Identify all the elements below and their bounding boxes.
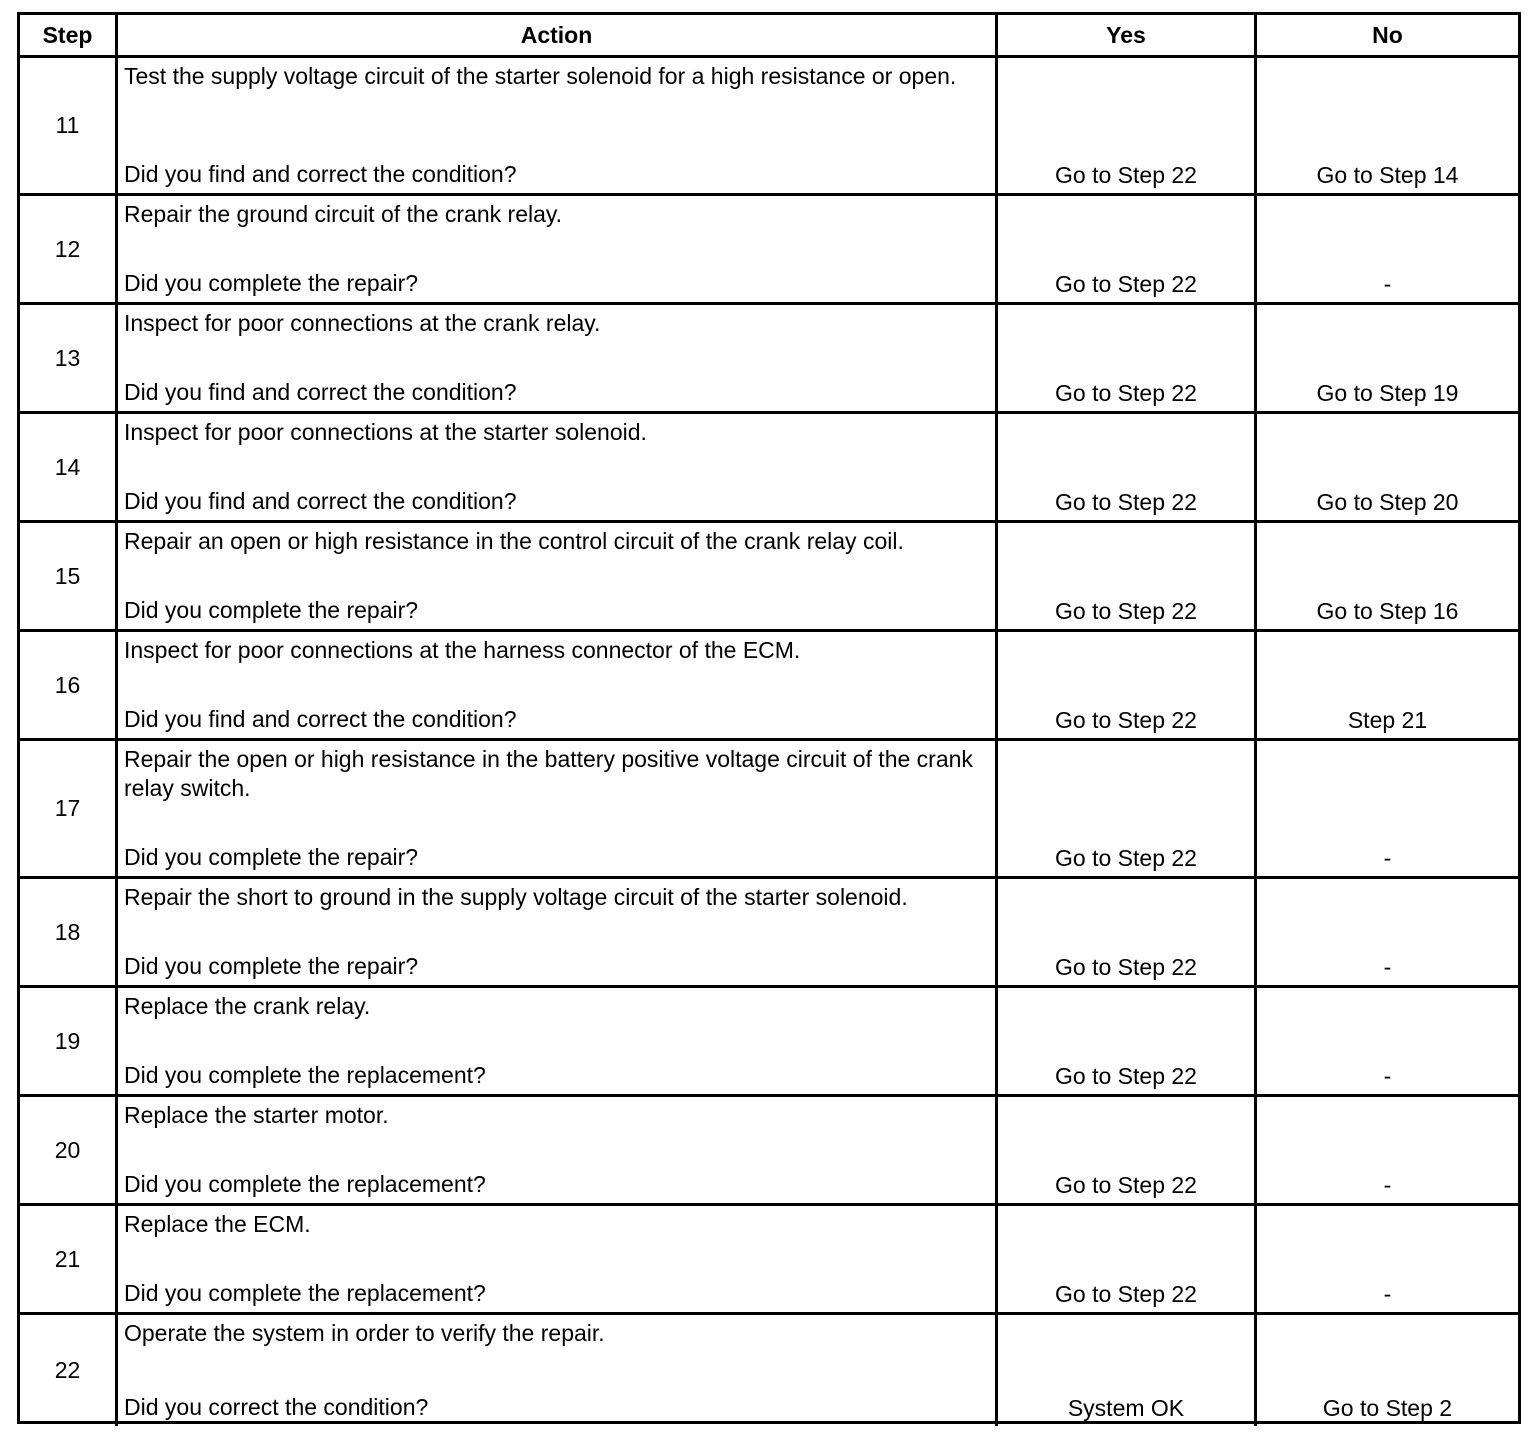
yes-result: Go to Step 22	[1055, 954, 1197, 980]
yes-cell	[998, 58, 1257, 193]
action-question: Did you complete the repair?	[124, 597, 419, 623]
yes-cell	[998, 632, 1257, 738]
no-result: -	[1383, 1281, 1392, 1307]
action-question: Did you complete the replacement?	[124, 1062, 486, 1088]
yes-result: System OK	[1067, 1395, 1185, 1421]
action-question: Did you complete the repair?	[124, 844, 419, 870]
action-text: Operate the system in order to verify the repair.	[124, 1320, 605, 1346]
diagnostic-table	[17, 12, 1521, 1424]
yes-cell	[998, 305, 1257, 411]
yes-result: Go to Step 22	[1055, 1172, 1197, 1198]
no-result: Go to Step 16	[1316, 598, 1459, 624]
no-cell	[1257, 523, 1518, 629]
no-result: -	[1383, 271, 1392, 297]
action-cell	[118, 196, 998, 302]
no-cell	[1257, 305, 1518, 411]
no-result: -	[1383, 954, 1392, 980]
no-cell	[1257, 1206, 1518, 1312]
action-text: Inspect for poor connections at the starter solenoid.	[124, 419, 647, 445]
yes-cell	[998, 523, 1257, 629]
yes-result: Go to Step 22	[1055, 1063, 1197, 1089]
step-number: 19	[20, 988, 118, 1094]
yes-cell	[998, 1097, 1257, 1203]
action-text: Replace the starter motor.	[124, 1102, 389, 1128]
action-cell	[118, 988, 998, 1094]
yes-cell	[998, 414, 1257, 520]
table-row	[20, 523, 1518, 632]
header-step: Step	[20, 15, 118, 55]
no-cell	[1257, 414, 1518, 520]
no-result: -	[1383, 845, 1392, 871]
table-row	[20, 414, 1518, 523]
action-text: Inspect for poor connections at the crank relay.	[124, 310, 601, 336]
action-question: Did you find and correct the condition?	[124, 161, 517, 187]
action-cell	[118, 1097, 998, 1203]
yes-result: Go to Step 22	[1055, 598, 1197, 624]
action-text: Test the supply voltage circuit of the starter solenoid for a high resistance or open.	[124, 63, 957, 89]
no-cell	[1257, 879, 1518, 985]
table-row	[20, 632, 1518, 741]
step-number: 14	[20, 414, 118, 520]
action-question: Did you find and correct the condition?	[124, 488, 517, 514]
no-cell	[1257, 58, 1518, 193]
step-number: 12	[20, 196, 118, 302]
no-result: -	[1383, 1172, 1392, 1198]
step-number: 15	[20, 523, 118, 629]
action-cell	[118, 632, 998, 738]
action-text: Inspect for poor connections at the harness connector of the ECM.	[124, 637, 801, 663]
action-cell	[118, 523, 998, 629]
yes-cell	[998, 879, 1257, 985]
step-number: 22	[20, 1315, 118, 1426]
table-row	[20, 1206, 1518, 1315]
action-text: Repair the short to ground in the supply voltage circuit of the starter solenoid.	[124, 884, 908, 910]
action-text: Replace the crank relay.	[124, 993, 371, 1019]
yes-cell	[998, 741, 1257, 876]
yes-result: Go to Step 22	[1055, 845, 1197, 871]
table-row	[20, 988, 1518, 1097]
yes-result: Go to Step 22	[1055, 271, 1197, 297]
no-cell	[1257, 1315, 1518, 1426]
no-cell	[1257, 988, 1518, 1094]
action-cell	[118, 305, 998, 411]
action-cell	[118, 1315, 998, 1426]
action-cell	[118, 1206, 998, 1312]
no-result: Go to Step 19	[1316, 380, 1459, 406]
yes-result: Go to Step 22	[1055, 162, 1197, 188]
action-question: Did you correct the condition?	[124, 1394, 429, 1420]
no-cell	[1257, 1097, 1518, 1203]
action-text: Repair the ground circuit of the crank relay.	[124, 201, 563, 227]
yes-result: Go to Step 22	[1055, 489, 1197, 515]
yes-cell	[998, 988, 1257, 1094]
step-number: 16	[20, 632, 118, 738]
action-question: Did you find and correct the condition?	[124, 706, 517, 732]
action-question: Did you complete the repair?	[124, 270, 419, 296]
yes-cell	[998, 1315, 1257, 1426]
action-text: Repair the open or high resistance in the battery positive voltage circuit of the crank relay switch.	[124, 746, 973, 801]
table-row	[20, 879, 1518, 988]
table-row	[20, 196, 1518, 305]
action-question: Did you find and correct the condition?	[124, 379, 517, 405]
action-question: Did you complete the repair?	[124, 953, 419, 979]
yes-result: Go to Step 22	[1055, 1281, 1197, 1307]
step-number: 18	[20, 879, 118, 985]
action-cell	[118, 58, 998, 193]
step-number: 13	[20, 305, 118, 411]
action-cell	[118, 741, 998, 876]
step-number: 21	[20, 1206, 118, 1312]
action-question: Did you complete the replacement?	[124, 1280, 486, 1306]
no-result: -	[1383, 1063, 1392, 1089]
yes-cell	[998, 196, 1257, 302]
yes-cell	[998, 1206, 1257, 1312]
no-result: Go to Step 2	[1322, 1395, 1453, 1421]
no-cell	[1257, 196, 1518, 302]
action-text: Replace the ECM.	[124, 1211, 311, 1237]
step-number: 20	[20, 1097, 118, 1203]
action-cell	[118, 414, 998, 520]
header-action: Action	[118, 15, 998, 55]
action-question: Did you complete the replacement?	[124, 1171, 486, 1197]
table-row	[20, 305, 1518, 414]
step-number: 11	[20, 58, 118, 193]
action-text: Repair an open or high resistance in the control circuit of the crank relay coil.	[124, 528, 904, 554]
table-row	[20, 741, 1518, 879]
no-result: Go to Step 20	[1316, 489, 1459, 515]
table-row	[20, 58, 1518, 196]
table-header-row	[20, 15, 1518, 58]
yes-result: Go to Step 22	[1055, 707, 1197, 733]
no-cell	[1257, 632, 1518, 738]
no-result: Go to Step 14	[1316, 162, 1459, 188]
yes-result: Go to Step 22	[1055, 380, 1197, 406]
action-cell	[118, 879, 998, 985]
no-cell	[1257, 741, 1518, 876]
header-no: No	[1372, 21, 1403, 48]
step-number: 17	[20, 741, 118, 876]
no-result: Step 21	[1347, 707, 1428, 733]
table-row	[20, 1097, 1518, 1206]
table-row	[20, 1315, 1518, 1426]
header-yes: Yes	[998, 15, 1257, 55]
